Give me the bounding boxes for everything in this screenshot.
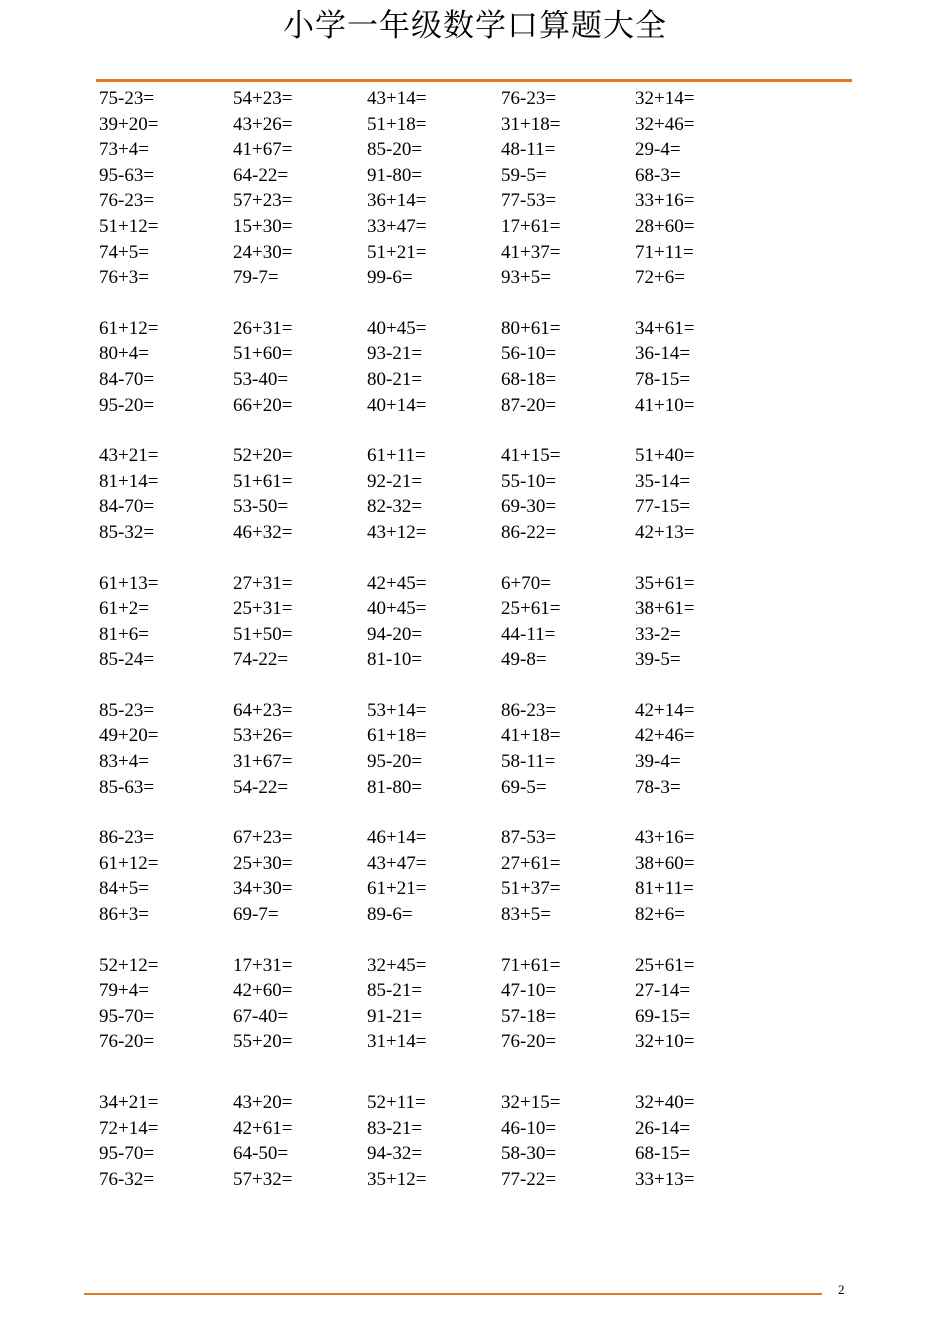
header-divider bbox=[96, 79, 852, 82]
problem-item: 15+30= bbox=[233, 215, 293, 237]
problem-item: 48-11= bbox=[501, 139, 556, 161]
problem-item: 89-6= bbox=[367, 904, 413, 926]
problem-item: 57+32= bbox=[233, 1168, 293, 1190]
problem-item: 25+31= bbox=[233, 598, 293, 620]
problem-item: 84-70= bbox=[99, 368, 155, 390]
problem-item: 17+61= bbox=[501, 215, 561, 237]
problem-item: 61+13= bbox=[99, 572, 159, 594]
problem-item: 44-11= bbox=[501, 623, 556, 645]
problem-item: 73+4= bbox=[99, 139, 149, 161]
problem-item: 95-70= bbox=[99, 1005, 155, 1027]
problem-item: 64-22= bbox=[233, 164, 289, 186]
problem-item: 79-7= bbox=[233, 267, 279, 289]
problem-item: 32+40= bbox=[635, 1092, 695, 1113]
problem-item: 28+60= bbox=[635, 215, 695, 237]
problem-item: 61+21= bbox=[367, 878, 427, 900]
problem-item: 29-4= bbox=[635, 139, 681, 161]
problem-row bbox=[99, 749, 819, 775]
problem-block bbox=[99, 571, 819, 673]
problem-row bbox=[99, 978, 819, 1004]
problem-item: 61+18= bbox=[367, 725, 427, 747]
problem-item: 51+18= bbox=[367, 113, 427, 135]
problem-item: 38+60= bbox=[635, 852, 695, 874]
problem-item: 41+37= bbox=[501, 241, 561, 263]
problem-item: 54-22= bbox=[233, 776, 289, 798]
problem-item: 40+45= bbox=[367, 598, 427, 620]
problem-row bbox=[99, 1090, 819, 1116]
problem-row bbox=[99, 1141, 819, 1167]
problem-row bbox=[99, 851, 819, 877]
problem-item: 33+47= bbox=[367, 215, 427, 237]
page-number: 2 bbox=[838, 1282, 845, 1297]
problem-item: 42+61= bbox=[233, 1117, 293, 1139]
problem-row bbox=[99, 596, 819, 622]
problem-item: 38+61= bbox=[635, 598, 695, 620]
problem-item: 39+20= bbox=[99, 113, 159, 135]
problem-row bbox=[99, 137, 819, 163]
problem-row bbox=[99, 1004, 819, 1030]
problem-item: 91-21= bbox=[367, 1005, 423, 1027]
problem-item: 17+31= bbox=[233, 954, 293, 976]
problem-item: 79+4= bbox=[99, 980, 149, 1002]
problem-row bbox=[99, 647, 819, 673]
problem-item: 49+20= bbox=[99, 725, 159, 747]
problem-item: 57+23= bbox=[233, 190, 293, 212]
problem-block bbox=[99, 86, 819, 291]
problem-item: 42+46= bbox=[635, 725, 695, 747]
problem-row bbox=[99, 469, 819, 495]
problem-item: 72+6= bbox=[635, 267, 685, 289]
problem-item: 85-32= bbox=[99, 521, 155, 543]
problem-item: 76-23= bbox=[99, 190, 155, 212]
problem-row bbox=[99, 367, 819, 393]
problem-item: 74-22= bbox=[233, 649, 289, 671]
problem-item: 42+13= bbox=[635, 521, 695, 543]
problem-item: 82+6= bbox=[635, 904, 685, 926]
problem-row bbox=[99, 240, 819, 266]
problem-item: 86-22= bbox=[501, 521, 557, 543]
problem-item: 43+20= bbox=[233, 1092, 293, 1113]
problem-item: 43+14= bbox=[367, 88, 427, 109]
problem-item: 85-24= bbox=[99, 649, 155, 671]
problem-item: 61+11= bbox=[367, 445, 426, 467]
problem-item: 33+13= bbox=[635, 1168, 695, 1190]
problem-item: 80+61= bbox=[501, 317, 561, 339]
problem-row bbox=[99, 1029, 819, 1055]
problem-item: 25+30= bbox=[233, 852, 293, 874]
problem-item: 83+5= bbox=[501, 904, 551, 926]
problem-row bbox=[99, 86, 819, 112]
problem-item: 32+46= bbox=[635, 113, 695, 135]
problem-item: 77-22= bbox=[501, 1168, 557, 1190]
problem-item: 53+14= bbox=[367, 699, 427, 721]
problem-block bbox=[99, 1090, 819, 1192]
problem-item: 72+14= bbox=[99, 1117, 159, 1139]
problem-item: 93-21= bbox=[367, 343, 423, 365]
problem-item: 51+12= bbox=[99, 215, 159, 237]
problem-row bbox=[99, 316, 819, 342]
problem-row bbox=[99, 494, 819, 520]
problem-item: 85-63= bbox=[99, 776, 155, 798]
problem-row bbox=[99, 571, 819, 597]
problem-item: 33-2= bbox=[635, 623, 681, 645]
problem-item: 24+30= bbox=[233, 241, 293, 263]
problem-item: 51+37= bbox=[501, 878, 561, 900]
problem-row bbox=[99, 698, 819, 724]
problem-item: 68-3= bbox=[635, 164, 681, 186]
problem-item: 55-10= bbox=[501, 470, 557, 492]
problem-row bbox=[99, 902, 819, 928]
problem-item: 51+60= bbox=[233, 343, 293, 365]
problem-item: 52+20= bbox=[233, 445, 293, 467]
problem-item: 77-53= bbox=[501, 190, 557, 212]
problem-item: 40+14= bbox=[367, 394, 427, 416]
problem-row bbox=[99, 112, 819, 138]
problem-item: 86-23= bbox=[501, 699, 557, 721]
problem-row bbox=[99, 393, 819, 419]
problem-item: 61+2= bbox=[99, 598, 149, 620]
problem-item: 47-10= bbox=[501, 980, 557, 1002]
problem-row bbox=[99, 188, 819, 214]
problem-item: 76+3= bbox=[99, 267, 149, 289]
problem-item: 77-15= bbox=[635, 496, 691, 518]
problem-item: 84-70= bbox=[99, 496, 155, 518]
problem-item: 92-21= bbox=[367, 470, 423, 492]
problem-item: 41+15= bbox=[501, 445, 561, 467]
problem-item: 39-4= bbox=[635, 751, 681, 773]
problem-item: 71+11= bbox=[635, 241, 694, 263]
problem-item: 27+31= bbox=[233, 572, 293, 594]
problem-item: 86-23= bbox=[99, 827, 155, 849]
problem-block bbox=[99, 316, 819, 418]
problem-block bbox=[99, 953, 819, 1055]
problem-row bbox=[99, 775, 819, 801]
problem-item: 94-32= bbox=[367, 1143, 423, 1165]
problem-item: 83+4= bbox=[99, 751, 149, 773]
problem-item: 81+6= bbox=[99, 623, 149, 645]
problem-item: 54+23= bbox=[233, 88, 293, 109]
problem-item: 69-7= bbox=[233, 904, 279, 926]
problem-item: 43+16= bbox=[635, 827, 695, 849]
problem-item: 58-11= bbox=[501, 751, 556, 773]
problem-item: 39-5= bbox=[635, 649, 681, 671]
problem-block bbox=[99, 443, 819, 545]
problem-row bbox=[99, 876, 819, 902]
problem-item: 40+45= bbox=[367, 317, 427, 339]
problem-item: 51+61= bbox=[233, 470, 293, 492]
problem-item: 61+12= bbox=[99, 852, 159, 874]
problem-item: 32+15= bbox=[501, 1092, 561, 1113]
problem-item: 78-3= bbox=[635, 776, 681, 798]
problem-item: 83-21= bbox=[367, 1117, 423, 1139]
problem-item: 94-20= bbox=[367, 623, 423, 645]
problem-item: 57-18= bbox=[501, 1005, 557, 1027]
problem-item: 31+14= bbox=[367, 1031, 427, 1053]
problem-item: 85-20= bbox=[367, 139, 423, 161]
problem-item: 67-40= bbox=[233, 1005, 289, 1027]
problem-row bbox=[99, 214, 819, 240]
problem-item: 93+5= bbox=[501, 267, 551, 289]
problem-item: 41+67= bbox=[233, 139, 293, 161]
problem-item: 35-14= bbox=[635, 470, 691, 492]
problem-item: 42+60= bbox=[233, 980, 293, 1002]
problem-item: 69-30= bbox=[501, 496, 557, 518]
problem-item: 51+40= bbox=[635, 445, 695, 467]
problem-item: 51+50= bbox=[233, 623, 293, 645]
problem-item: 85-23= bbox=[99, 699, 155, 721]
problem-item: 25+61= bbox=[635, 954, 695, 976]
problem-item: 31+18= bbox=[501, 113, 561, 135]
problem-item: 82-32= bbox=[367, 496, 423, 518]
problem-row bbox=[99, 520, 819, 546]
problem-item: 86+3= bbox=[99, 904, 149, 926]
problem-item: 95-20= bbox=[367, 751, 423, 773]
problem-item: 52+12= bbox=[99, 954, 159, 976]
problem-item: 69-5= bbox=[501, 776, 547, 798]
problem-row bbox=[99, 443, 819, 469]
footer-divider bbox=[84, 1293, 822, 1295]
problem-item: 36+14= bbox=[367, 190, 427, 212]
problem-row bbox=[99, 1167, 819, 1193]
problem-item: 95-70= bbox=[99, 1143, 155, 1165]
problem-row bbox=[99, 953, 819, 979]
problem-item: 75-23= bbox=[99, 88, 155, 109]
problem-item: 31+67= bbox=[233, 751, 293, 773]
problem-item: 46+14= bbox=[367, 827, 427, 849]
problem-item: 68-15= bbox=[635, 1143, 691, 1165]
problem-item: 81+14= bbox=[99, 470, 159, 492]
problem-item: 87-53= bbox=[501, 827, 557, 849]
problem-item: 99-6= bbox=[367, 267, 413, 289]
problem-item: 67+23= bbox=[233, 827, 293, 849]
problem-item: 46+32= bbox=[233, 521, 293, 543]
problem-item: 43+12= bbox=[367, 521, 427, 543]
problem-block bbox=[99, 825, 819, 927]
problem-item: 78-15= bbox=[635, 368, 691, 390]
problem-item: 36-14= bbox=[635, 343, 691, 365]
problem-item: 74+5= bbox=[99, 241, 149, 263]
problem-block bbox=[99, 698, 819, 800]
problem-item: 81-80= bbox=[367, 776, 423, 798]
problem-item: 35+61= bbox=[635, 572, 695, 594]
problem-item: 80-21= bbox=[367, 368, 423, 390]
problem-item: 64-50= bbox=[233, 1143, 289, 1165]
problem-item: 43+21= bbox=[99, 445, 159, 467]
problem-item: 68-18= bbox=[501, 368, 557, 390]
problem-item: 66+20= bbox=[233, 394, 293, 416]
problem-item: 51+21= bbox=[367, 241, 427, 263]
problem-item: 41+18= bbox=[501, 725, 561, 747]
problem-row bbox=[99, 265, 819, 291]
problem-item: 34+61= bbox=[635, 317, 695, 339]
problem-item: 34+21= bbox=[99, 1092, 159, 1113]
problem-item: 42+14= bbox=[635, 699, 695, 721]
problem-item: 91-80= bbox=[367, 164, 423, 186]
problem-item: 81-10= bbox=[367, 649, 423, 671]
problem-item: 26+31= bbox=[233, 317, 293, 339]
problem-item: 43+47= bbox=[367, 852, 427, 874]
problem-row bbox=[99, 723, 819, 749]
problem-item: 53-40= bbox=[233, 368, 289, 390]
problem-item: 87-20= bbox=[501, 394, 557, 416]
problem-item: 55+20= bbox=[233, 1031, 293, 1053]
problem-item: 95-20= bbox=[99, 394, 155, 416]
problem-item: 46-10= bbox=[501, 1117, 557, 1139]
problem-item: 26-14= bbox=[635, 1117, 691, 1139]
problem-item: 61+12= bbox=[99, 317, 159, 339]
problem-item: 25+61= bbox=[501, 598, 561, 620]
problem-grid bbox=[99, 86, 819, 1217]
problem-item: 53-50= bbox=[233, 496, 289, 518]
problem-item: 80+4= bbox=[99, 343, 149, 365]
problem-item: 35+12= bbox=[367, 1168, 427, 1190]
problem-item: 52+11= bbox=[367, 1092, 426, 1113]
problem-item: 76-20= bbox=[99, 1031, 155, 1053]
problem-row bbox=[99, 825, 819, 851]
problem-item: 69-15= bbox=[635, 1005, 691, 1027]
problem-item: 81+11= bbox=[635, 878, 694, 900]
problem-item: 64+23= bbox=[233, 699, 293, 721]
problem-item: 95-63= bbox=[99, 164, 155, 186]
problem-item: 71+61= bbox=[501, 954, 561, 976]
problem-item: 76-23= bbox=[501, 88, 557, 109]
problem-item: 27+61= bbox=[501, 852, 561, 874]
problem-row bbox=[99, 1116, 819, 1142]
problem-item: 32+10= bbox=[635, 1031, 695, 1053]
problem-item: 34+30= bbox=[233, 878, 293, 900]
problem-item: 27-14= bbox=[635, 980, 691, 1002]
problem-item: 41+10= bbox=[635, 394, 695, 416]
problem-item: 33+16= bbox=[635, 190, 695, 212]
problem-item: 58-30= bbox=[501, 1143, 557, 1165]
problem-item: 49-8= bbox=[501, 649, 547, 671]
problem-item: 43+26= bbox=[233, 113, 293, 135]
problem-item: 84+5= bbox=[99, 878, 149, 900]
problem-item: 53+26= bbox=[233, 725, 293, 747]
page-title: 小学一年级数学口算题大全 bbox=[283, 8, 667, 44]
problem-item: 76-20= bbox=[501, 1031, 557, 1053]
problem-row bbox=[99, 622, 819, 648]
problem-item: 85-21= bbox=[367, 980, 423, 1002]
problem-row bbox=[99, 163, 819, 189]
problem-item: 59-5= bbox=[501, 164, 547, 186]
problem-row bbox=[99, 341, 819, 367]
problem-item: 32+14= bbox=[635, 88, 695, 109]
problem-item: 42+45= bbox=[367, 572, 427, 594]
problem-item: 32+45= bbox=[367, 954, 427, 976]
problem-item: 76-32= bbox=[99, 1168, 155, 1190]
problem-item: 56-10= bbox=[501, 343, 557, 365]
problem-item: 6+70= bbox=[501, 572, 551, 594]
